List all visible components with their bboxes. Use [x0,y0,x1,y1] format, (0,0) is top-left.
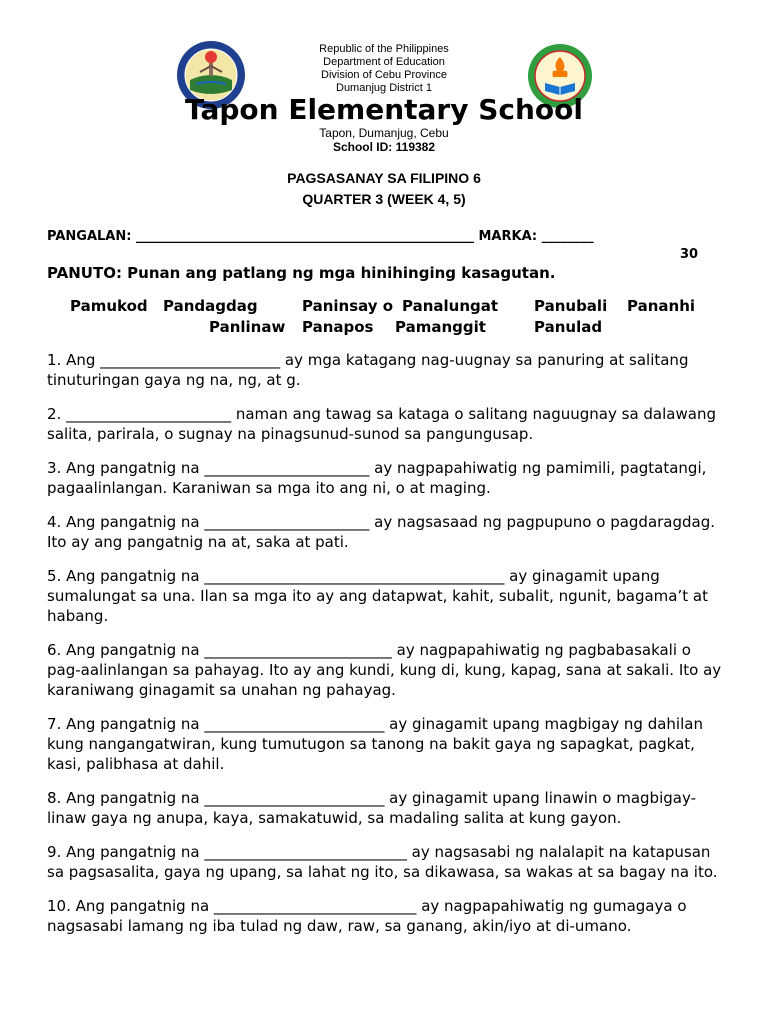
choice-word: Pamukod [70,297,148,315]
question-item: 8. Ang pangatnig na ________________________ ay ginagamit upang linawin o magbigay-linaw gaya ng anupa, kaya, samakatuwid, sa madaling salita at kung gayon. [47,789,696,827]
district-line: Dumanjug District 1 [336,82,432,94]
republic-line: Republic of the Philippines [319,43,449,55]
choice-word: Panalungat [402,297,499,315]
school-id: School ID: 119382 [332,140,436,154]
question-item: 10. Ang pangatnig na ___________________________ ay nagpapahiwatig ng gumagaya o nagsasabi lamang ng iba tulad ng daw, raw, sa ganang, akin/iyo at di-umano. [47,897,687,935]
choice-word: Paninsay o [302,297,394,315]
name-score-line: PANGALAN: ____________________________________________________ MARKA: ________ [47,229,594,244]
question-item: 4. Ang pangatnig na ______________________ ay nagsasaad ng pagpupuno o pagdaragdag. Ito ay ang pangatnig na at, saka at pati. [47,513,716,551]
question-item: 5. Ang pangatnig na ________________________________________ ay ginagamit upang sumalungat sa una. Ilan sa mga ito ay ang datapwat, kahit, subalit, ngunit, bagama’t at habang. [47,567,708,625]
question-item: 2. ______________________ naman ang tawag sa kataga o salitang naguugnay sa dalawang salita, parirala, o sugnay na pinagsunud-sunod sa pangungusap. [47,405,716,443]
department-line: Department of Education [323,56,445,68]
school-address-block [0,126,768,154]
choice-word: Panubali [534,297,608,315]
subject-heading [0,168,768,210]
question-item: 7. Ang pangatnig na ________________________ ay ginagamit upang magbigay ng dahilan kung nangangatwiran, kung tumutugon sa tanong na bakit gaya ng sapagkat, pagkat, kasi, palibhasa at dahil. [47,715,703,773]
choice-word: Pamanggit [395,318,486,336]
directions: PANUTO: Punan ang patlang ng mga hinihinging kasagutan. [47,264,556,282]
division-line: Division of Cebu Province [321,69,447,81]
choice-word: Panulad [534,318,603,336]
choice-word: Pandagdag [163,297,258,315]
government-header [0,43,768,95]
school-address: Tapon, Dumanjug, Cebu [319,126,449,140]
choice-word: Panapos [302,318,374,336]
question-item: 9. Ang pangatnig na ___________________________ ay nagsasabi ng nalalapit na katapusan sa pagsasalita, gaya ng upang, sa lahat ng ito, sa dikawasa, sa wakas at sa bagay na ito. [47,843,718,881]
question-list [47,350,727,950]
choice-word: Panlinaw [209,318,286,336]
subject-title: PAGSASANAY SA FILIPINO 6 [287,170,481,186]
score-total: 30 [680,247,699,262]
school-name: Tapon Elementary School [184,93,583,126]
quarter-label: QUARTER 3 (WEEK 4, 5) [302,191,466,207]
question-item: 3. Ang pangatnig na ______________________ ay nagpapahiwatig ng pamimili, pagtatangi, pagaalinlangan. Karaniwan sa mga ito ang ni, o at maging. [47,459,707,497]
question-item: 6. Ang pangatnig na _________________________ ay nagpapahiwatig ng pagbabasakali o pag-aalinlangan sa pahayag. Ito ay ang kundi, kung di, kung, kapag, sana at sakali. Ito ay karaniwang ginagamit sa unahan ng pahayag. [47,641,722,699]
question-item: 1. Ang ________________________ ay mga katagang nag-uugnay sa panuring at salitang tinuturingan gaya ng na, ng, at g. [47,351,689,389]
choice-word: Pananhi [627,297,696,315]
